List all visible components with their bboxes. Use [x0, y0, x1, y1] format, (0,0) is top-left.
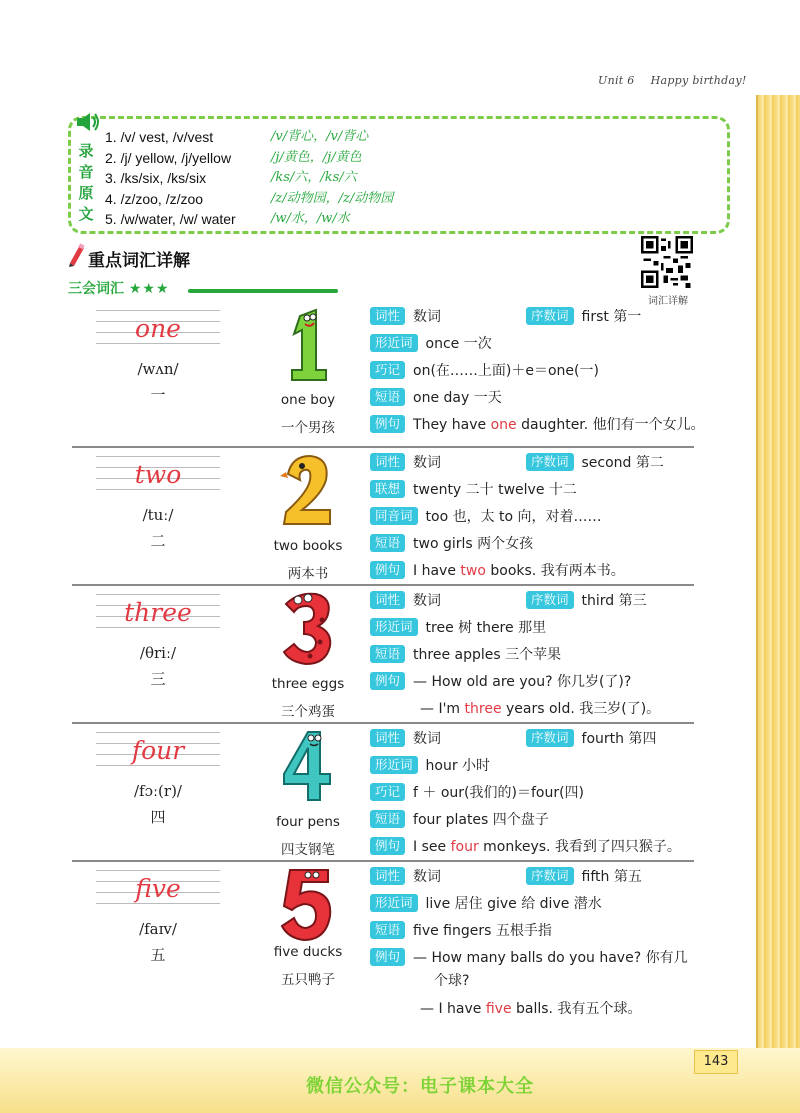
qr-caption: 词汇详解	[648, 296, 688, 307]
entry-pos	[370, 866, 642, 890]
entry-text: — How many balls do you have? 你有几	[413, 950, 688, 966]
recording-label	[77, 141, 95, 225]
vocab-word: three	[124, 598, 192, 627]
tag-label: 短语	[370, 645, 405, 663]
vocab-word: five	[135, 874, 181, 903]
entry-text: monkeys. 我看到了四只猴子。	[478, 839, 681, 855]
example-phrase-en: one boy	[280, 392, 336, 408]
entry-memory	[370, 782, 584, 806]
tag-label: 联想	[370, 480, 405, 498]
tag-label: 序数词	[526, 867, 574, 885]
tag-label: 形近词	[370, 756, 418, 774]
vocab-chinese: 四	[150, 808, 166, 826]
entry-text: 数词	[413, 309, 442, 325]
highlight-word: four	[450, 839, 479, 855]
example-phrase-en: three eggs	[271, 676, 345, 692]
recording-handwriting: /ks/六，/ks/六	[271, 170, 357, 185]
recording-lines	[105, 127, 394, 230]
vocab-phonetic: /tuː/	[142, 506, 174, 524]
entry-text: 数词	[413, 731, 442, 747]
recording-text: 3. /ks/six, /ks/six	[105, 170, 207, 186]
tag-label: 例句	[370, 837, 405, 855]
recording-label-char: 录	[78, 142, 94, 160]
entry-text: — How old are you? 你几岁(了)?	[413, 674, 632, 690]
entry-text: too 也，太 to 向，对着……	[425, 509, 602, 525]
recording-handwriting: /v/背心，/v/背心	[271, 129, 369, 144]
vocab-row-two	[72, 450, 694, 586]
pencil-icon	[66, 243, 86, 267]
recording-text: 2. /j/ yellow, /j/yellow	[105, 149, 232, 166]
entry-similar	[370, 755, 490, 779]
vocab-row-one	[72, 304, 705, 448]
tag-label: 词性	[370, 729, 405, 747]
subtitle-underline	[188, 289, 338, 293]
subtitle-text: 三会词汇	[68, 281, 124, 297]
entry-text: five fingers 五根手指	[413, 923, 552, 939]
entry-pos	[370, 728, 657, 752]
header-title: Happy birthday!	[650, 74, 747, 87]
example-phrase-cn: 三个鸡蛋	[281, 704, 335, 720]
example-phrase-cn: 两本书	[287, 566, 329, 582]
entry-homophone	[370, 506, 602, 530]
recording-line	[105, 127, 369, 148]
tag-label: 词性	[370, 453, 405, 471]
tag-label: 序数词	[526, 453, 574, 471]
section-subtitle	[68, 278, 170, 298]
entry-phrase	[370, 644, 561, 668]
recording-text: 1. /v/ vest, /v/vest	[105, 129, 214, 145]
vocab-phonetic: /wʌn/	[137, 360, 179, 378]
example-phrase-en: five ducks	[273, 944, 343, 960]
entry-text: books. 我有两本书。	[485, 563, 625, 579]
tag-label: 序数词	[526, 591, 574, 609]
recording-line	[105, 209, 350, 230]
entry-example-answer	[420, 998, 641, 1022]
example-phrase-cn: 四支钢笔	[281, 842, 335, 858]
tag-label: 例句	[370, 672, 405, 690]
tag-label: 短语	[370, 388, 405, 406]
star-rating: ★★★	[128, 281, 170, 297]
entry-text: 数词	[413, 869, 442, 885]
example-phrase-en: two books	[273, 538, 343, 554]
highlight-word: five	[485, 1001, 512, 1017]
entry-pos	[370, 590, 647, 614]
tag-label: 序数词	[526, 729, 574, 747]
entry-text: They have	[413, 417, 491, 433]
vocab-word: one	[135, 314, 181, 343]
section-title: 重点词汇详解	[88, 251, 190, 271]
tag-label: 同音词	[370, 507, 418, 525]
recording-line	[105, 148, 362, 169]
page-number: 143	[694, 1050, 738, 1074]
vocab-word: four	[131, 736, 185, 765]
vocab-phonetic: /θriː/	[139, 644, 177, 662]
tag-label: 词性	[370, 307, 405, 325]
vocab-row-three	[72, 588, 694, 724]
watermark: 微信公众号：电子课本大全	[306, 1076, 534, 1097]
entry-phrase	[370, 920, 552, 944]
entry-phrase	[370, 387, 502, 411]
entry-text: three apples 三个苹果	[413, 647, 562, 663]
recording-handwriting: /z/动物园，/z/动物园	[271, 190, 394, 206]
tag-label: 短语	[370, 534, 405, 552]
entry-text: fifth 第五	[581, 869, 642, 885]
page-edge-decoration	[756, 95, 800, 1113]
entry-text: daughter. 他们有一个女儿。	[516, 417, 705, 433]
tag-label: 词性	[370, 591, 405, 609]
example-phrase-cn: 五只鸭子	[281, 972, 335, 988]
vocab-phonetic: /fɔː(r)/	[134, 782, 182, 800]
vocab-word: two	[134, 460, 182, 489]
vocab-chinese: 一	[150, 386, 166, 404]
entry-example-answer	[420, 698, 660, 722]
entry-text: I see	[413, 839, 451, 855]
number-one-illustration	[278, 306, 338, 382]
vocab-row-five	[72, 864, 694, 1024]
entry-text: third 第三	[581, 593, 647, 609]
entry-text: years old. 我三岁(了)。	[501, 701, 661, 717]
entry-example-cont	[434, 970, 469, 994]
tag-label: 形近词	[370, 894, 418, 912]
entry-example	[370, 671, 631, 695]
entry-similar	[370, 617, 546, 641]
entry-text: tree 树 there 那里	[425, 620, 547, 636]
entry-text: hour 小时	[425, 758, 491, 774]
recording-label-char: 文	[78, 205, 94, 223]
recording-transcript-box	[68, 116, 730, 234]
entry-text: second 第二	[581, 455, 664, 471]
entry-text: live 居住 give 给 dive 潜水	[425, 896, 602, 912]
running-header	[598, 74, 763, 87]
entry-text: fourth 第四	[581, 731, 657, 747]
recording-label-char: 音	[78, 163, 94, 181]
tag-label: 例句	[370, 948, 405, 966]
number-two-illustration	[278, 452, 338, 528]
entry-text: twenty 二十 twelve 十二	[413, 482, 577, 498]
example-phrase-en: four pens	[276, 814, 340, 830]
tag-label: 短语	[370, 921, 405, 939]
entry-pos	[370, 306, 642, 330]
entry-pos	[370, 452, 664, 476]
entry-text: one day 一天	[413, 390, 502, 406]
entry-text: two girls 两个女孩	[413, 536, 534, 552]
entry-example	[370, 414, 705, 438]
entry-example	[370, 560, 625, 584]
entry-text: I have	[413, 563, 461, 579]
recording-text: 5. /w/water, /w/ water	[105, 211, 236, 227]
tag-label: 序数词	[526, 307, 574, 325]
entry-memory	[370, 360, 599, 384]
qr-code-icon[interactable]	[641, 236, 693, 288]
number-five-illustration	[278, 866, 338, 942]
highlight-word: two	[460, 563, 486, 579]
entry-text: — I'm	[420, 701, 465, 717]
entry-text: 数词	[413, 593, 442, 609]
tag-label: 形近词	[370, 618, 418, 636]
entry-example	[370, 836, 681, 860]
entry-phrase	[370, 809, 549, 833]
entry-association	[370, 479, 577, 503]
number-three-illustration	[278, 590, 338, 666]
entry-text: first 第一	[581, 309, 642, 325]
example-phrase-cn: 一个男孩	[281, 420, 335, 436]
entry-text: 数词	[413, 455, 442, 471]
entry-similar	[370, 893, 602, 917]
entry-text: 个球?	[434, 973, 470, 989]
entry-similar	[370, 333, 492, 357]
highlight-word: three	[464, 701, 502, 717]
entry-example	[370, 947, 688, 971]
recording-text: 4. /z/zoo, /z/zoo	[105, 190, 204, 207]
recording-line	[105, 189, 394, 210]
recording-label-char: 原	[78, 184, 94, 202]
entry-text: on(在……上面)＋e＝one(一)	[413, 363, 599, 379]
tag-label: 短语	[370, 810, 405, 828]
entry-phrase	[370, 533, 533, 557]
vocab-chinese: 三	[150, 670, 166, 688]
recording-handwriting: /j/黄色，/j/黄色	[271, 149, 362, 165]
tag-label: 巧记	[370, 783, 405, 801]
recording-line	[105, 168, 357, 189]
speaker-icon	[75, 111, 101, 133]
tag-label: 词性	[370, 867, 405, 885]
vocab-row-four	[72, 726, 694, 862]
vocab-phonetic: /faɪv/	[139, 920, 177, 938]
tag-label: 巧记	[370, 361, 405, 379]
highlight-word: one	[490, 417, 517, 433]
entry-text: balls. 我有五个球。	[511, 1001, 642, 1017]
vocab-chinese: 二	[150, 532, 166, 550]
tag-label: 例句	[370, 415, 405, 433]
tag-label: 例句	[370, 561, 405, 579]
entry-text: once 一次	[425, 336, 492, 352]
vocab-chinese: 五	[150, 946, 166, 964]
entry-text: — I have	[420, 1001, 486, 1017]
recording-handwriting: /w/水，/w/水	[271, 211, 350, 226]
entry-text: four plates 四个盘子	[413, 812, 549, 828]
tag-label: 形近词	[370, 334, 418, 352]
header-unit: Unit 6	[598, 74, 635, 87]
entry-text: f ＋ our(我们的)＝four(四)	[413, 785, 585, 801]
number-four-illustration	[278, 728, 338, 804]
